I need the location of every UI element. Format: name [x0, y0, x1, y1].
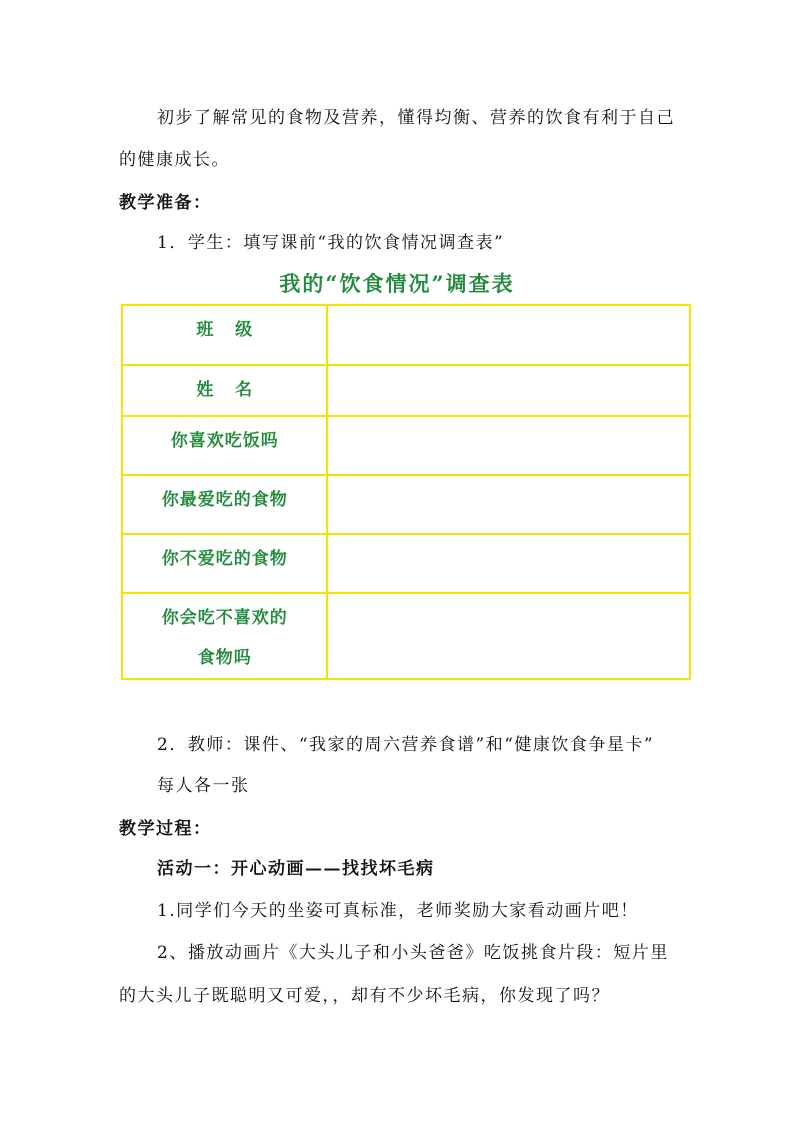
- prep-heading: 教学准备：: [119, 193, 212, 213]
- row-value-like-rice[interactable]: [327, 416, 690, 475]
- survey-title: 我的“饮食情况”调查表: [279, 271, 515, 296]
- row-value-name[interactable]: [327, 365, 690, 416]
- row-label-favorite-food: 你最爱吃的食物: [122, 475, 327, 534]
- intro-line-1: 初步了解常见的食物及营养，懂得均衡、营养的饮食有利于自己: [157, 108, 675, 128]
- table-row: [122, 365, 690, 416]
- row-value-class[interactable]: [327, 305, 690, 365]
- prep-item-teacher-line-1: 2．教师：课件、“我家的周六营养食谱”和“健康饮食争星卡”: [157, 735, 655, 755]
- prep-item-teacher-line-2: 每人各一张: [157, 776, 250, 796]
- activity-paragraph-2-line-1: 2、播放动画片《大头儿子和小头爸爸》吃饭挑食片段：短片里: [157, 943, 669, 963]
- row-value-eat-disliked[interactable]: [327, 593, 690, 679]
- table-row: [122, 593, 690, 679]
- activity-paragraph-1: 1.同学们今天的坐姿可真标准，老师奖励大家看动画片吧！: [157, 901, 639, 921]
- row-label-disliked-food: 你不爱吃的食物: [122, 534, 327, 593]
- survey-table: [121, 304, 691, 680]
- row-value-favorite-food[interactable]: [327, 475, 690, 534]
- table-row: [122, 416, 690, 475]
- row-label-eat-disliked: 你会吃不喜欢的 食物吗: [122, 593, 327, 679]
- table-row: [122, 534, 690, 593]
- row-label-like-rice: 你喜欢吃饭吗: [122, 416, 327, 475]
- activity-heading: 活动一：开心动画——找找坏毛病: [157, 859, 435, 879]
- row-value-disliked-food[interactable]: [327, 534, 690, 593]
- row-label-name: 姓 名: [122, 365, 327, 416]
- process-heading: 教学过程：: [119, 819, 212, 839]
- table-row: [122, 305, 690, 365]
- intro-line-2: 的健康成长。: [119, 150, 230, 170]
- table-row: [122, 475, 690, 534]
- row-label-class: 班 级: [122, 305, 327, 365]
- prep-item-student: 1．学生：填写课前“我的饮食情况调查表”: [157, 233, 505, 253]
- activity-paragraph-2-line-2: 的大头儿子既聪明又可爱，，却有不少坏毛病，你发现了吗？: [119, 986, 610, 1006]
